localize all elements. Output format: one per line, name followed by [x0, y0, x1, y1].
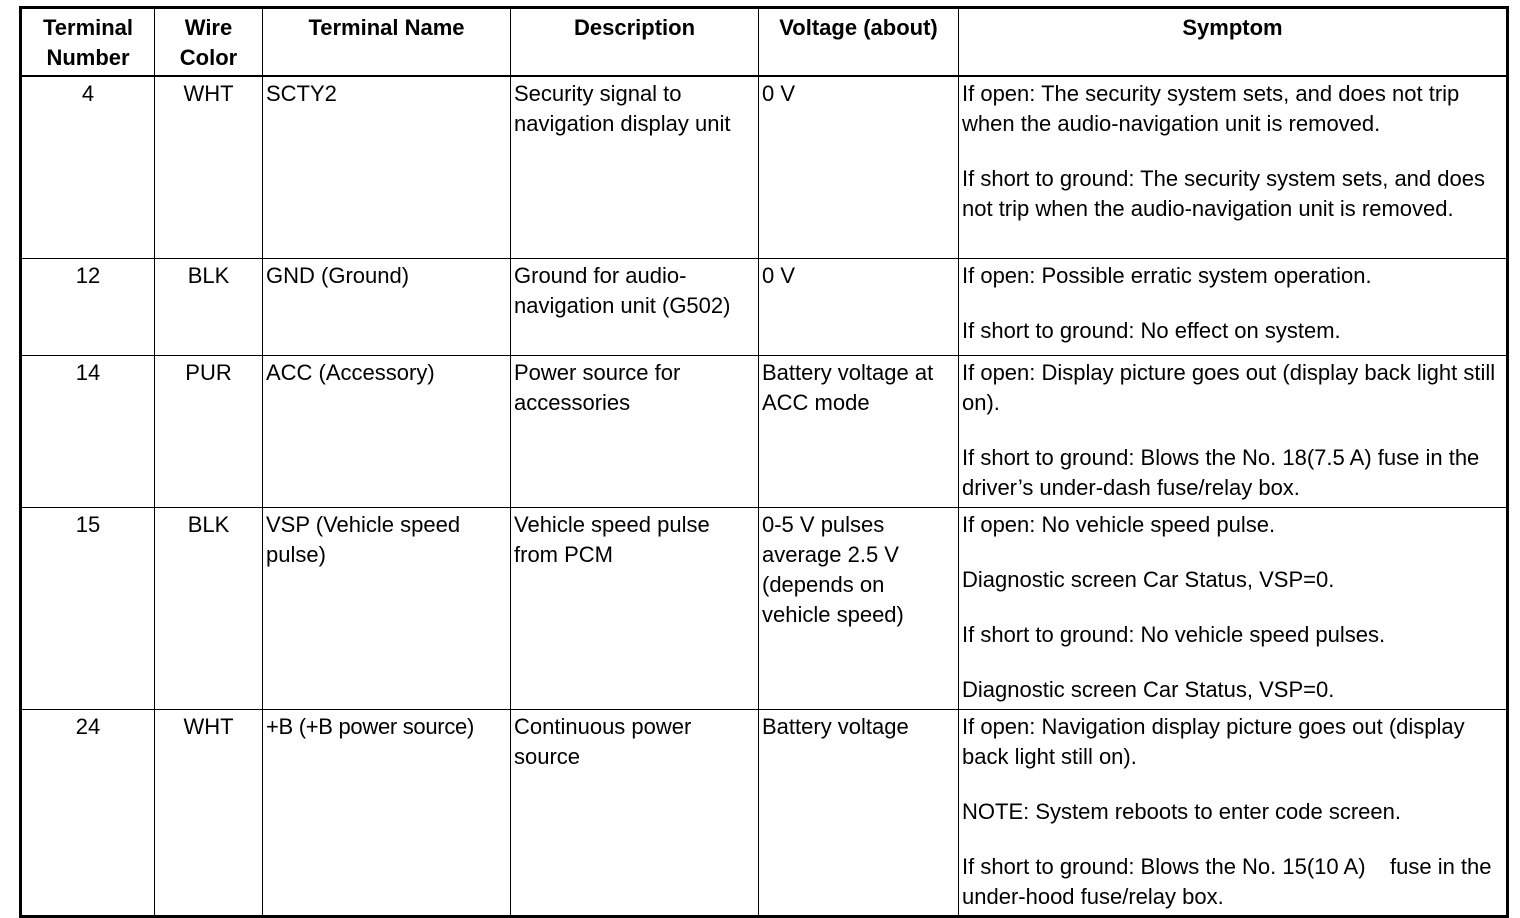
terminal-table	[19, 6, 1509, 918]
header-symptom: Symptom	[959, 8, 1508, 77]
symptom-text: NOTE: System reboots to enter code screen.	[962, 798, 1401, 824]
voltage-cell: 0-5 V pulses average 2.5 V (depends on vehicle speed)	[759, 507, 959, 709]
header-terminal-name: Terminal Name	[263, 8, 511, 77]
wire-color-cell: BLK	[155, 258, 263, 355]
wire-color-cell: PUR	[155, 355, 263, 507]
header-description: Description	[511, 8, 759, 77]
symptom-text: If short to ground: The security system sets, and does not trip when the audio-navigation unit is removed.	[962, 166, 1485, 221]
header-wire-color: Wire Color	[155, 8, 263, 77]
symptom-cell	[959, 507, 1508, 709]
symptom-cell	[959, 709, 1508, 916]
voltage-cell: Battery voltage	[759, 709, 959, 916]
description-cell: Vehicle speed pulse from PCM	[511, 507, 759, 709]
terminal-name-cell: +B (+B power source)	[263, 709, 511, 916]
terminal-name-cell: VSP (Vehicle speed pulse)	[263, 507, 511, 709]
terminal-number-cell: 14	[21, 355, 155, 507]
table-row	[21, 76, 1508, 258]
terminal-name-cell: GND (Ground)	[263, 258, 511, 355]
symptom-text: If open: Display picture goes out (display back light still on).	[962, 359, 1496, 415]
description-cell: Continuous power source	[511, 709, 759, 916]
symptom-text: If open: The security system sets, and does not trip when the audio-navigation unit is removed.	[962, 81, 1460, 136]
description-cell: Power source for accessories	[511, 355, 759, 507]
wire-color-cell: WHT	[155, 709, 263, 916]
terminal-number-cell: 15	[21, 507, 155, 709]
header-terminal-number: Terminal Number	[21, 8, 155, 77]
symptom-text: If open: No vehicle speed pulse.	[962, 511, 1276, 537]
symptom-text: If open: Navigation display picture goes out (display back light still on).	[962, 713, 1465, 769]
symptom-text: Diagnostic screen Car Status, VSP=0.	[962, 676, 1335, 702]
symptom-text: If short to ground: Blows the No. 18(7.5 A) fuse in the driver’s under-dash fuse/relay box.	[962, 444, 1480, 500]
terminal-number-cell: 4	[21, 76, 155, 258]
table-row	[21, 507, 1508, 709]
symptom-cell	[959, 355, 1508, 507]
symptom-text: If short to ground: Blows the No. 15(10 A) fuse in the under-hood fuse/relay box.	[962, 853, 1498, 909]
table-row	[21, 355, 1508, 507]
terminal-name-cell: ACC (Accessory)	[263, 355, 511, 507]
header-voltage: Voltage (about)	[759, 8, 959, 77]
table-row	[21, 258, 1508, 355]
symptom-text: If open: Possible erratic system operation.	[962, 262, 1372, 288]
voltage-cell: 0 V	[759, 258, 959, 355]
voltage-cell: 0 V	[759, 76, 959, 258]
wire-color-cell: BLK	[155, 507, 263, 709]
description-cell: Security signal to navigation display unit	[511, 76, 759, 258]
symptom-text: If short to ground: No vehicle speed pulses.	[962, 621, 1386, 647]
symptom-cell	[959, 76, 1508, 258]
symptom-cell	[959, 258, 1508, 355]
terminal-number-cell: 24	[21, 709, 155, 916]
terminal-name-cell: SCTY2	[263, 76, 511, 258]
table-header-row	[21, 8, 1508, 77]
voltage-cell: Battery voltage at ACC mode	[759, 355, 959, 507]
symptom-text: If short to ground: No effect on system.	[962, 317, 1341, 343]
description-cell: Ground for audio-navigation unit (G502)	[511, 258, 759, 355]
table-row	[21, 709, 1508, 916]
terminal-number-cell: 12	[21, 258, 155, 355]
wire-color-cell: WHT	[155, 76, 263, 258]
symptom-text: Diagnostic screen Car Status, VSP=0.	[962, 566, 1335, 592]
